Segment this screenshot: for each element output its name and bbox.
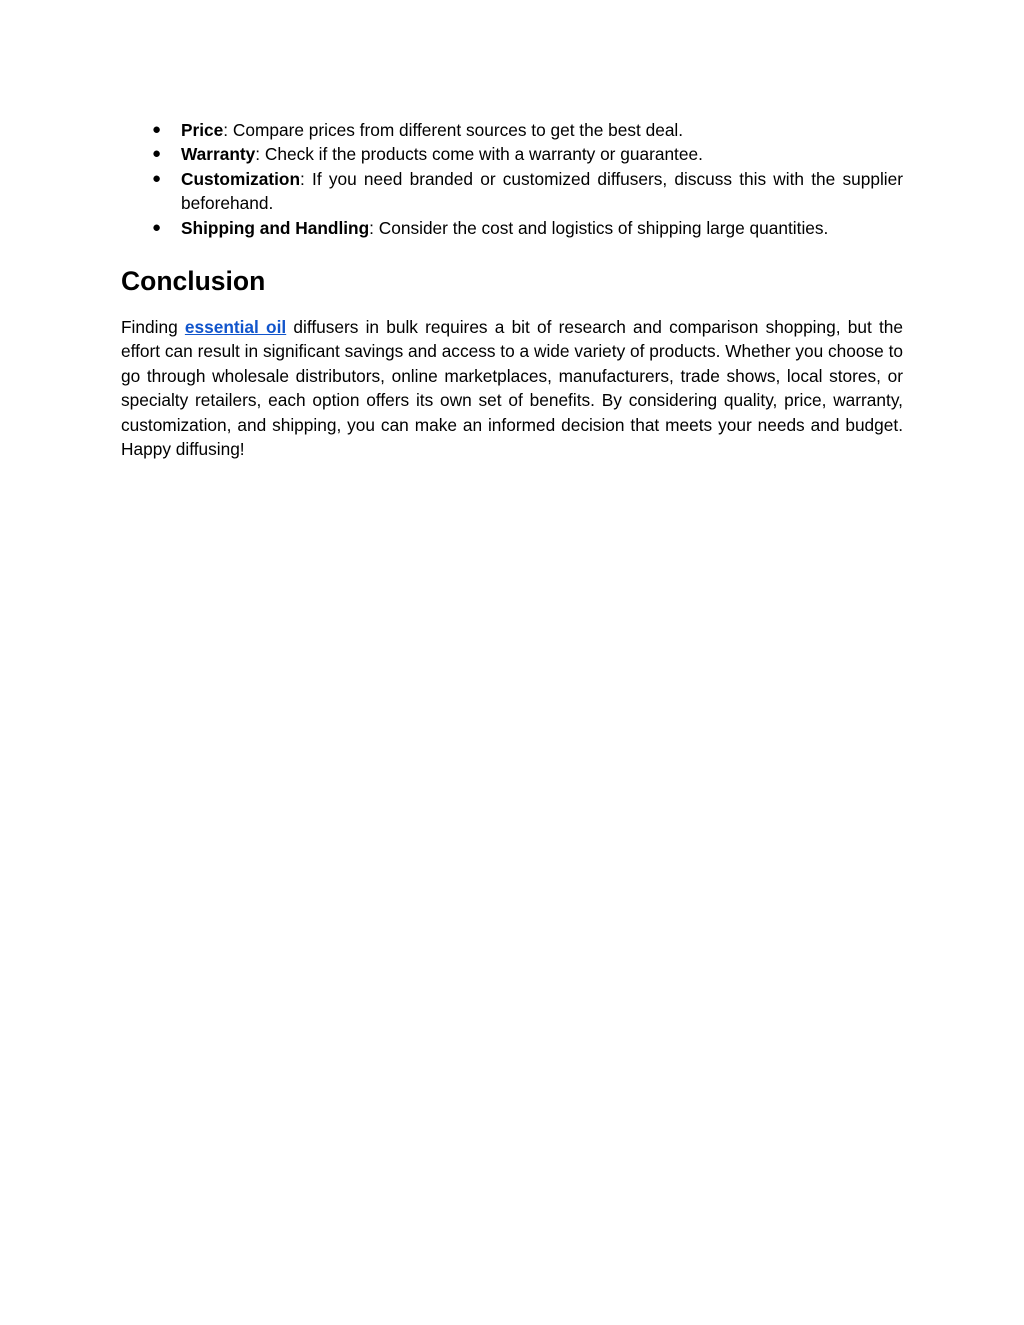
bullet-icon: ● [152, 169, 162, 187]
list-item-price [121, 118, 903, 142]
considerations-list [121, 118, 903, 240]
list-item-term: Warranty [181, 144, 256, 165]
paragraph-text-start: Finding [121, 317, 185, 338]
essential-oil-link[interactable]: essential oil [184, 317, 287, 338]
list-item-term: Price [181, 120, 224, 140]
bullet-icon: ● [152, 145, 162, 163]
list-item-term: Shipping and Handling [181, 217, 370, 238]
section-heading: Conclusion [121, 266, 266, 297]
list-item-warranty [121, 142, 903, 166]
list-item-term: Customization [181, 168, 301, 189]
conclusion-paragraph [121, 315, 903, 461]
list-item-customization [121, 167, 903, 216]
list-item-text: : Check if the products come with a warranty or guarantee. [255, 144, 703, 165]
bullet-icon: ● [152, 218, 162, 236]
list-item-shipping [121, 216, 903, 240]
paragraph-text-rest: diffusers in bulk requires a bit of research and comparison shopping, but the effort can result in significant savings and access to a wide variety of products. Whether you choose to go through wholesale distributors, online marketplaces, manufacturers, trade shows, local stores, or specialty retailers, each option offers its own set of benefits. By considering quality, price, warranty, customization, and shipping, you can make an informed decision that meets your needs and budget. Happy diffusing! [121, 317, 903, 460]
list-item-text: : If you need branded or customized diffusers, discuss this with the supplier beforehand. [181, 168, 903, 214]
list-item-text: : Consider the cost and logistics of shipping large quantities. [369, 217, 829, 238]
bullet-icon: ● [152, 121, 162, 138]
document-page [121, 118, 903, 461]
list-item-text: : Compare prices from different sources to get the best deal. [223, 120, 684, 140]
